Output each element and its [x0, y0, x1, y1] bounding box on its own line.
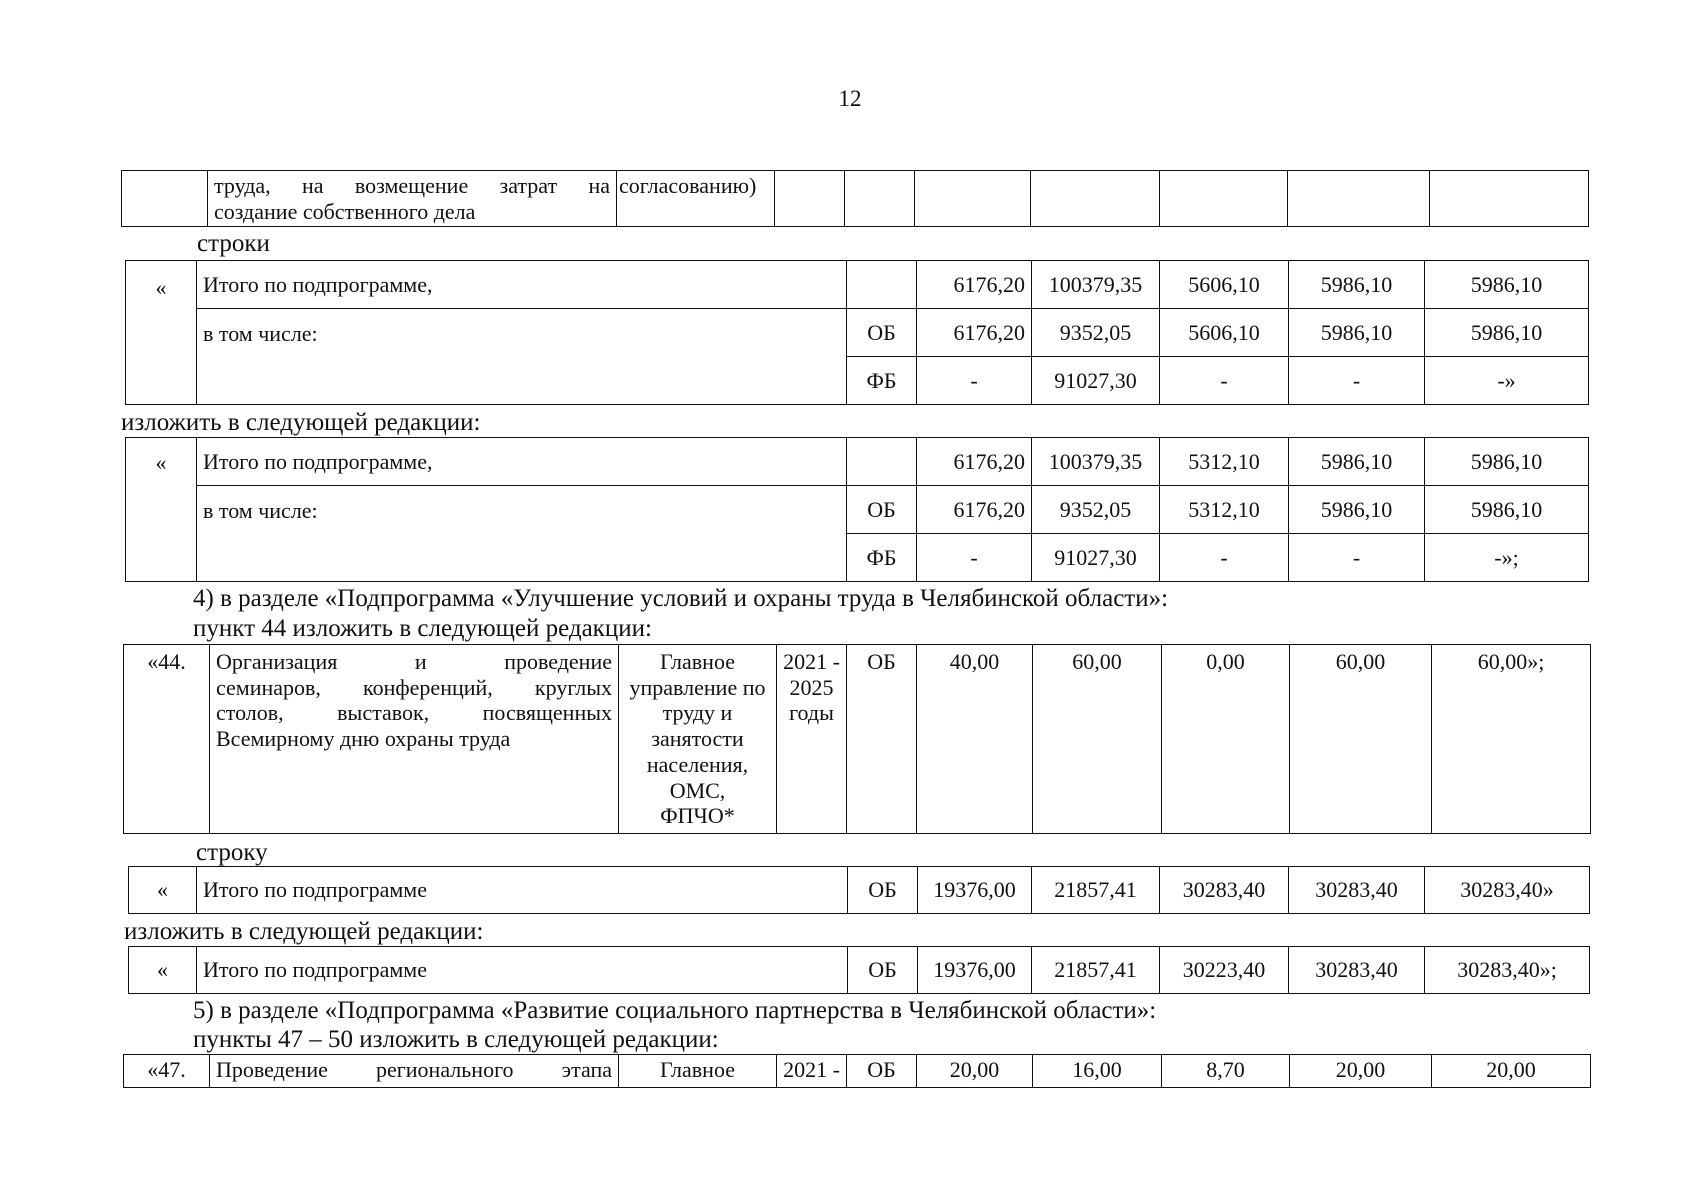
- label-stroki: строки: [197, 230, 270, 257]
- value-cell: 60,00»;: [1432, 645, 1591, 834]
- page-number: 12: [838, 86, 862, 111]
- desc-line: создание собственного дела: [214, 198, 476, 224]
- table-old-summary-2: [128, 866, 1590, 914]
- label-new-edition: изложить в следующей редакции:: [121, 409, 481, 436]
- cell-empty: [1288, 171, 1430, 227]
- item-period: 2021 -: [777, 1055, 847, 1088]
- value-cell: 0,00: [1162, 645, 1290, 834]
- quote-mark: «: [129, 947, 197, 994]
- value-cell: -: [917, 357, 1032, 405]
- exec-line: Главное: [659, 649, 735, 674]
- value-cell: 5986,10: [1425, 261, 1589, 309]
- value-cell: 60,00: [1290, 645, 1432, 834]
- value-cell: 6176,20: [917, 261, 1032, 309]
- table-new-summary-1: [125, 437, 1589, 582]
- source-cell: ФБ: [847, 534, 917, 582]
- value-cell: 30283,40: [1289, 947, 1425, 994]
- desc-line: труда, на возмещение затрат на: [214, 173, 610, 198]
- section-5-heading: 5) в разделе «Подпрограмма «Развитие социального партнерства в Челябинской области»:: [193, 997, 1157, 1024]
- value-cell: 91027,30: [1032, 534, 1160, 582]
- source-cell: [847, 261, 917, 309]
- value-cell: -: [917, 534, 1032, 582]
- value-cell: -: [1160, 534, 1289, 582]
- section-4-heading: 4) в разделе «Подпрограмма «Улучшение условий и охраны труда в Челябинской области»:: [193, 585, 1169, 612]
- exec-line: занятости: [651, 726, 744, 752]
- item-period: [777, 645, 847, 834]
- value-cell: 20,00: [917, 1055, 1033, 1088]
- table-continuation: [121, 170, 1589, 227]
- value-cell: 30283,40»;: [1425, 947, 1590, 994]
- exec-line: труду и: [662, 700, 733, 726]
- label-new-edition: изложить в следующей редакции:: [124, 918, 484, 945]
- cell-description: [208, 171, 617, 227]
- exec-line: ФПЧО*: [660, 803, 735, 829]
- summary-title: Итого по подпрограмме,: [197, 438, 847, 486]
- item-description: [210, 645, 619, 834]
- quote-mark: «: [126, 261, 197, 405]
- desc-line: Всемирному дню охраны труда: [216, 726, 511, 752]
- source-cell: ОБ: [847, 645, 917, 834]
- value-cell: 5312,10: [1160, 438, 1289, 486]
- value-cell: 5606,10: [1160, 309, 1289, 357]
- quote-mark: «: [129, 867, 197, 914]
- value-cell: -: [1289, 357, 1425, 405]
- summary-title: Итого по подпрограмме,: [197, 261, 847, 309]
- value-cell: -»;: [1425, 534, 1589, 582]
- desc-line: Организация и проведение: [216, 649, 612, 674]
- value-cell: 5986,10: [1289, 261, 1425, 309]
- source-cell: ОБ: [847, 309, 917, 357]
- value-cell: 6176,20: [917, 309, 1032, 357]
- desc-line: Проведение регионального этапа: [216, 1057, 612, 1082]
- exec-line: ОМС,: [669, 777, 726, 803]
- value-cell: 21857,41: [1032, 867, 1160, 914]
- value-cell: 100379,35: [1032, 438, 1160, 486]
- item-number: «44.: [124, 645, 210, 834]
- item-description: [210, 1055, 619, 1088]
- cell-empty: [845, 171, 915, 227]
- cell-empty: [775, 171, 845, 227]
- value-cell: 19376,00: [918, 867, 1032, 914]
- value-cell: 5986,10: [1425, 486, 1589, 534]
- value-cell: 60,00: [1033, 645, 1162, 834]
- value-cell: 16,00: [1033, 1055, 1162, 1088]
- value-cell: 6176,20: [917, 438, 1032, 486]
- value-cell: 20,00: [1290, 1055, 1432, 1088]
- value-cell: 21857,41: [1032, 947, 1160, 994]
- cell-empty: [1160, 171, 1288, 227]
- summary-subtitle: в том числе:: [197, 486, 847, 582]
- period-line: 2025: [789, 674, 834, 700]
- summary-subtitle: в том числе:: [197, 309, 847, 405]
- source-cell: ОБ: [847, 486, 917, 534]
- cell-empty: [122, 171, 208, 227]
- value-cell: 30283,40»: [1425, 867, 1590, 914]
- source-cell: [847, 438, 917, 486]
- item-executor: Главное: [619, 1055, 777, 1088]
- value-cell: -: [1289, 534, 1425, 582]
- value-cell: 8,70: [1162, 1055, 1290, 1088]
- value-cell: 19376,00: [918, 947, 1032, 994]
- value-cell: 5986,10: [1425, 309, 1589, 357]
- value-cell: -»: [1425, 357, 1589, 405]
- item-executor: [619, 645, 777, 834]
- summary-title: Итого по подпрограмме: [197, 947, 848, 994]
- value-cell: 6176,20: [917, 486, 1032, 534]
- value-cell: 91027,30: [1032, 357, 1160, 405]
- label-stroku: строку: [196, 839, 268, 866]
- source-cell: ОБ: [847, 1055, 917, 1088]
- value-cell: 30283,40: [1289, 867, 1425, 914]
- summary-title: Итого по подпрограмме: [197, 867, 848, 914]
- value-cell: 40,00: [917, 645, 1033, 834]
- cell-empty: [915, 171, 1031, 227]
- value-cell: 5606,10: [1160, 261, 1289, 309]
- value-cell: -: [1160, 357, 1289, 405]
- table-new-summary-2: [128, 946, 1590, 994]
- value-cell: 20,00: [1432, 1055, 1591, 1088]
- desc-line: семинаров, конференций, круглых: [216, 674, 612, 700]
- section-5-subheading: пункты 47 – 50 изложить в следующей редакции:: [193, 1026, 719, 1053]
- cell-executor: согласованию): [617, 171, 775, 227]
- value-cell: 5986,10: [1289, 438, 1425, 486]
- value-cell: 9352,05: [1032, 309, 1160, 357]
- value-cell: 9352,05: [1032, 486, 1160, 534]
- table-item-47: [123, 1054, 1591, 1088]
- value-cell: 5986,10: [1289, 486, 1425, 534]
- source-cell: ОБ: [848, 867, 918, 914]
- source-cell: ОБ: [848, 947, 918, 994]
- value-cell: 100379,35: [1032, 261, 1160, 309]
- desc-line: столов, выставок, посвященных: [216, 700, 612, 726]
- table-old-summary-1: [125, 260, 1589, 405]
- period-line: 2021 -: [783, 649, 840, 674]
- value-cell: 30223,40: [1160, 947, 1289, 994]
- exec-line: населения,: [646, 751, 749, 777]
- value-cell: 30283,40: [1160, 867, 1289, 914]
- period-line: годы: [789, 700, 834, 726]
- source-cell: ФБ: [847, 357, 917, 405]
- item-number: «47.: [124, 1055, 210, 1088]
- value-cell: 5986,10: [1425, 438, 1589, 486]
- table-item-44: [123, 644, 1591, 834]
- exec-line: управление по: [629, 674, 766, 700]
- value-cell: 5312,10: [1160, 486, 1289, 534]
- cell-empty: [1031, 171, 1160, 227]
- value-cell: 5986,10: [1289, 309, 1425, 357]
- section-4-subheading: пункт 44 изложить в следующей редакции:: [193, 615, 652, 642]
- quote-mark: «: [126, 438, 197, 582]
- cell-empty: [1430, 171, 1589, 227]
